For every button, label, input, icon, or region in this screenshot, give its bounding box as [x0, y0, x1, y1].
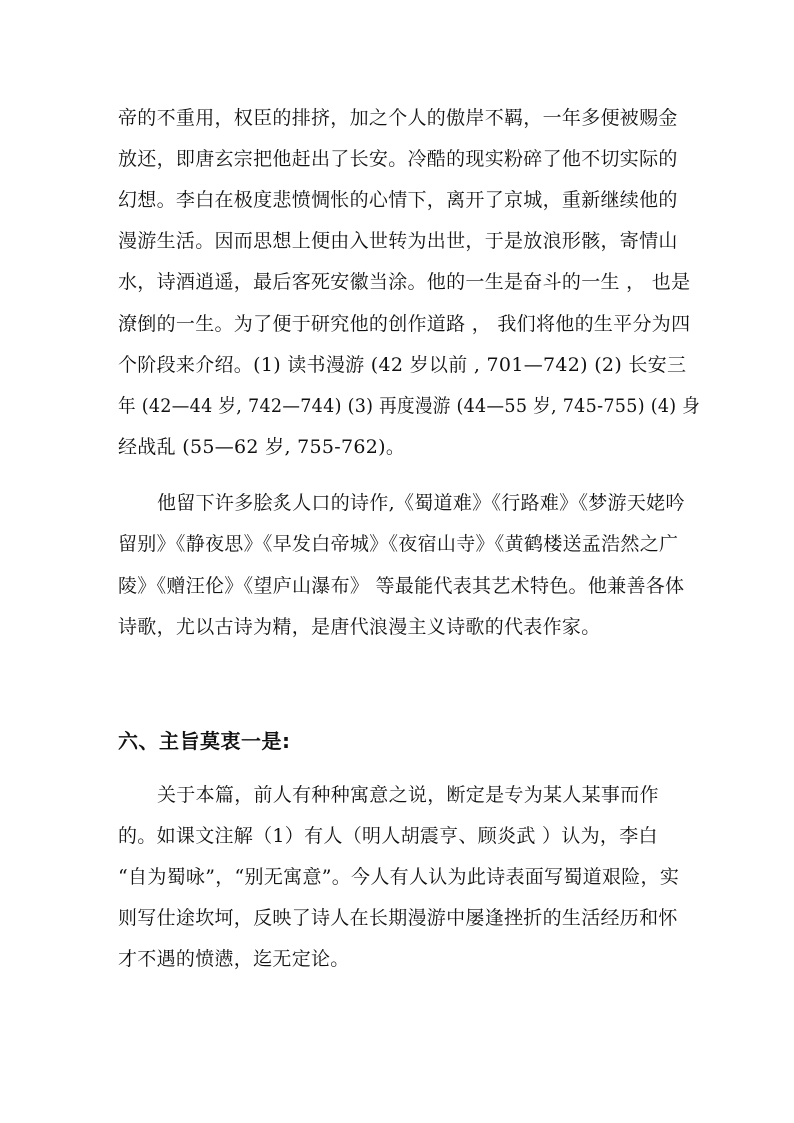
paragraph2-line: 留别》《静夜思》《早发白帝城》《夜宿山寺》《黄鹤楼送孟浩然之广	[118, 533, 679, 555]
section6-line: “自为蜀咏”，“别无寓意”。今人有人认为此诗表面写蜀道艰险，实	[118, 866, 680, 888]
section-heading: 六、主旨莫衷一是:	[118, 729, 291, 753]
paragraph1-line: 放还，即唐玄宗把他赶出了长安。冷酷的现实粉碎了他不切实际的	[118, 148, 678, 170]
paragraph2-line: 诗歌，尤以古诗为精，是唐代浪漫主义诗歌的代表作家。	[118, 616, 601, 638]
paragraph1-line: 年 (42—44 岁, 742—744) (3) 再度漫游 (44—55 岁, 745-755) (4) 身	[118, 395, 701, 417]
paragraph1-line: 潦倒的一生。为了便于研究他的创作道路 ， 我们将他的生平分为四	[118, 313, 691, 335]
section6-line: 才不遇的愤懑，迄无定论。	[118, 948, 350, 970]
section6-line: 则写仕途坎坷，反映了诗人在长期漫游中屡逢挫折的生活经历和怀	[118, 907, 678, 929]
paragraph1-line: 水，诗酒逍遥，最后客死安徽当涂。他的一生是奋斗的一生 ， 也是	[118, 271, 691, 293]
section6-line: 的。如课文注解（1）有人（明人胡震亨、顾炎武 ）认为，李白	[118, 825, 658, 847]
section6-line: 关于本篇，前人有种种寓意之说，断定是专为某人某事而作	[157, 784, 659, 806]
paragraph1-line: 个阶段来介绍。(1) 读书漫游 (42 岁以前 , 701—742) (2) 长安三	[118, 354, 687, 376]
paragraph1-line: 帝的不重用，权臣的排挤，加之个人的傲岸不羁，一年多便被赐金	[118, 107, 678, 129]
paragraph2-line: 他留下许多脍炙人口的诗作,《蜀道难》《行路难》《梦游天姥吟	[157, 492, 685, 514]
paragraph2-line: 陵》《赠汪伦》《望庐山瀑布》 等最能代表其艺术特色。他兼善各体	[118, 575, 685, 597]
paragraph1-line: 幻想。李白在极度悲愤惆怅的心情下，离开了京城，重新继续他的	[118, 189, 678, 211]
paragraph1-line: 漫游生活。因而思想上便由入世转为出世，于是放浪形骸，寄情山	[118, 230, 678, 252]
paragraph1-line: 经战乱 (55—62 岁, 755-762)。	[118, 436, 406, 458]
